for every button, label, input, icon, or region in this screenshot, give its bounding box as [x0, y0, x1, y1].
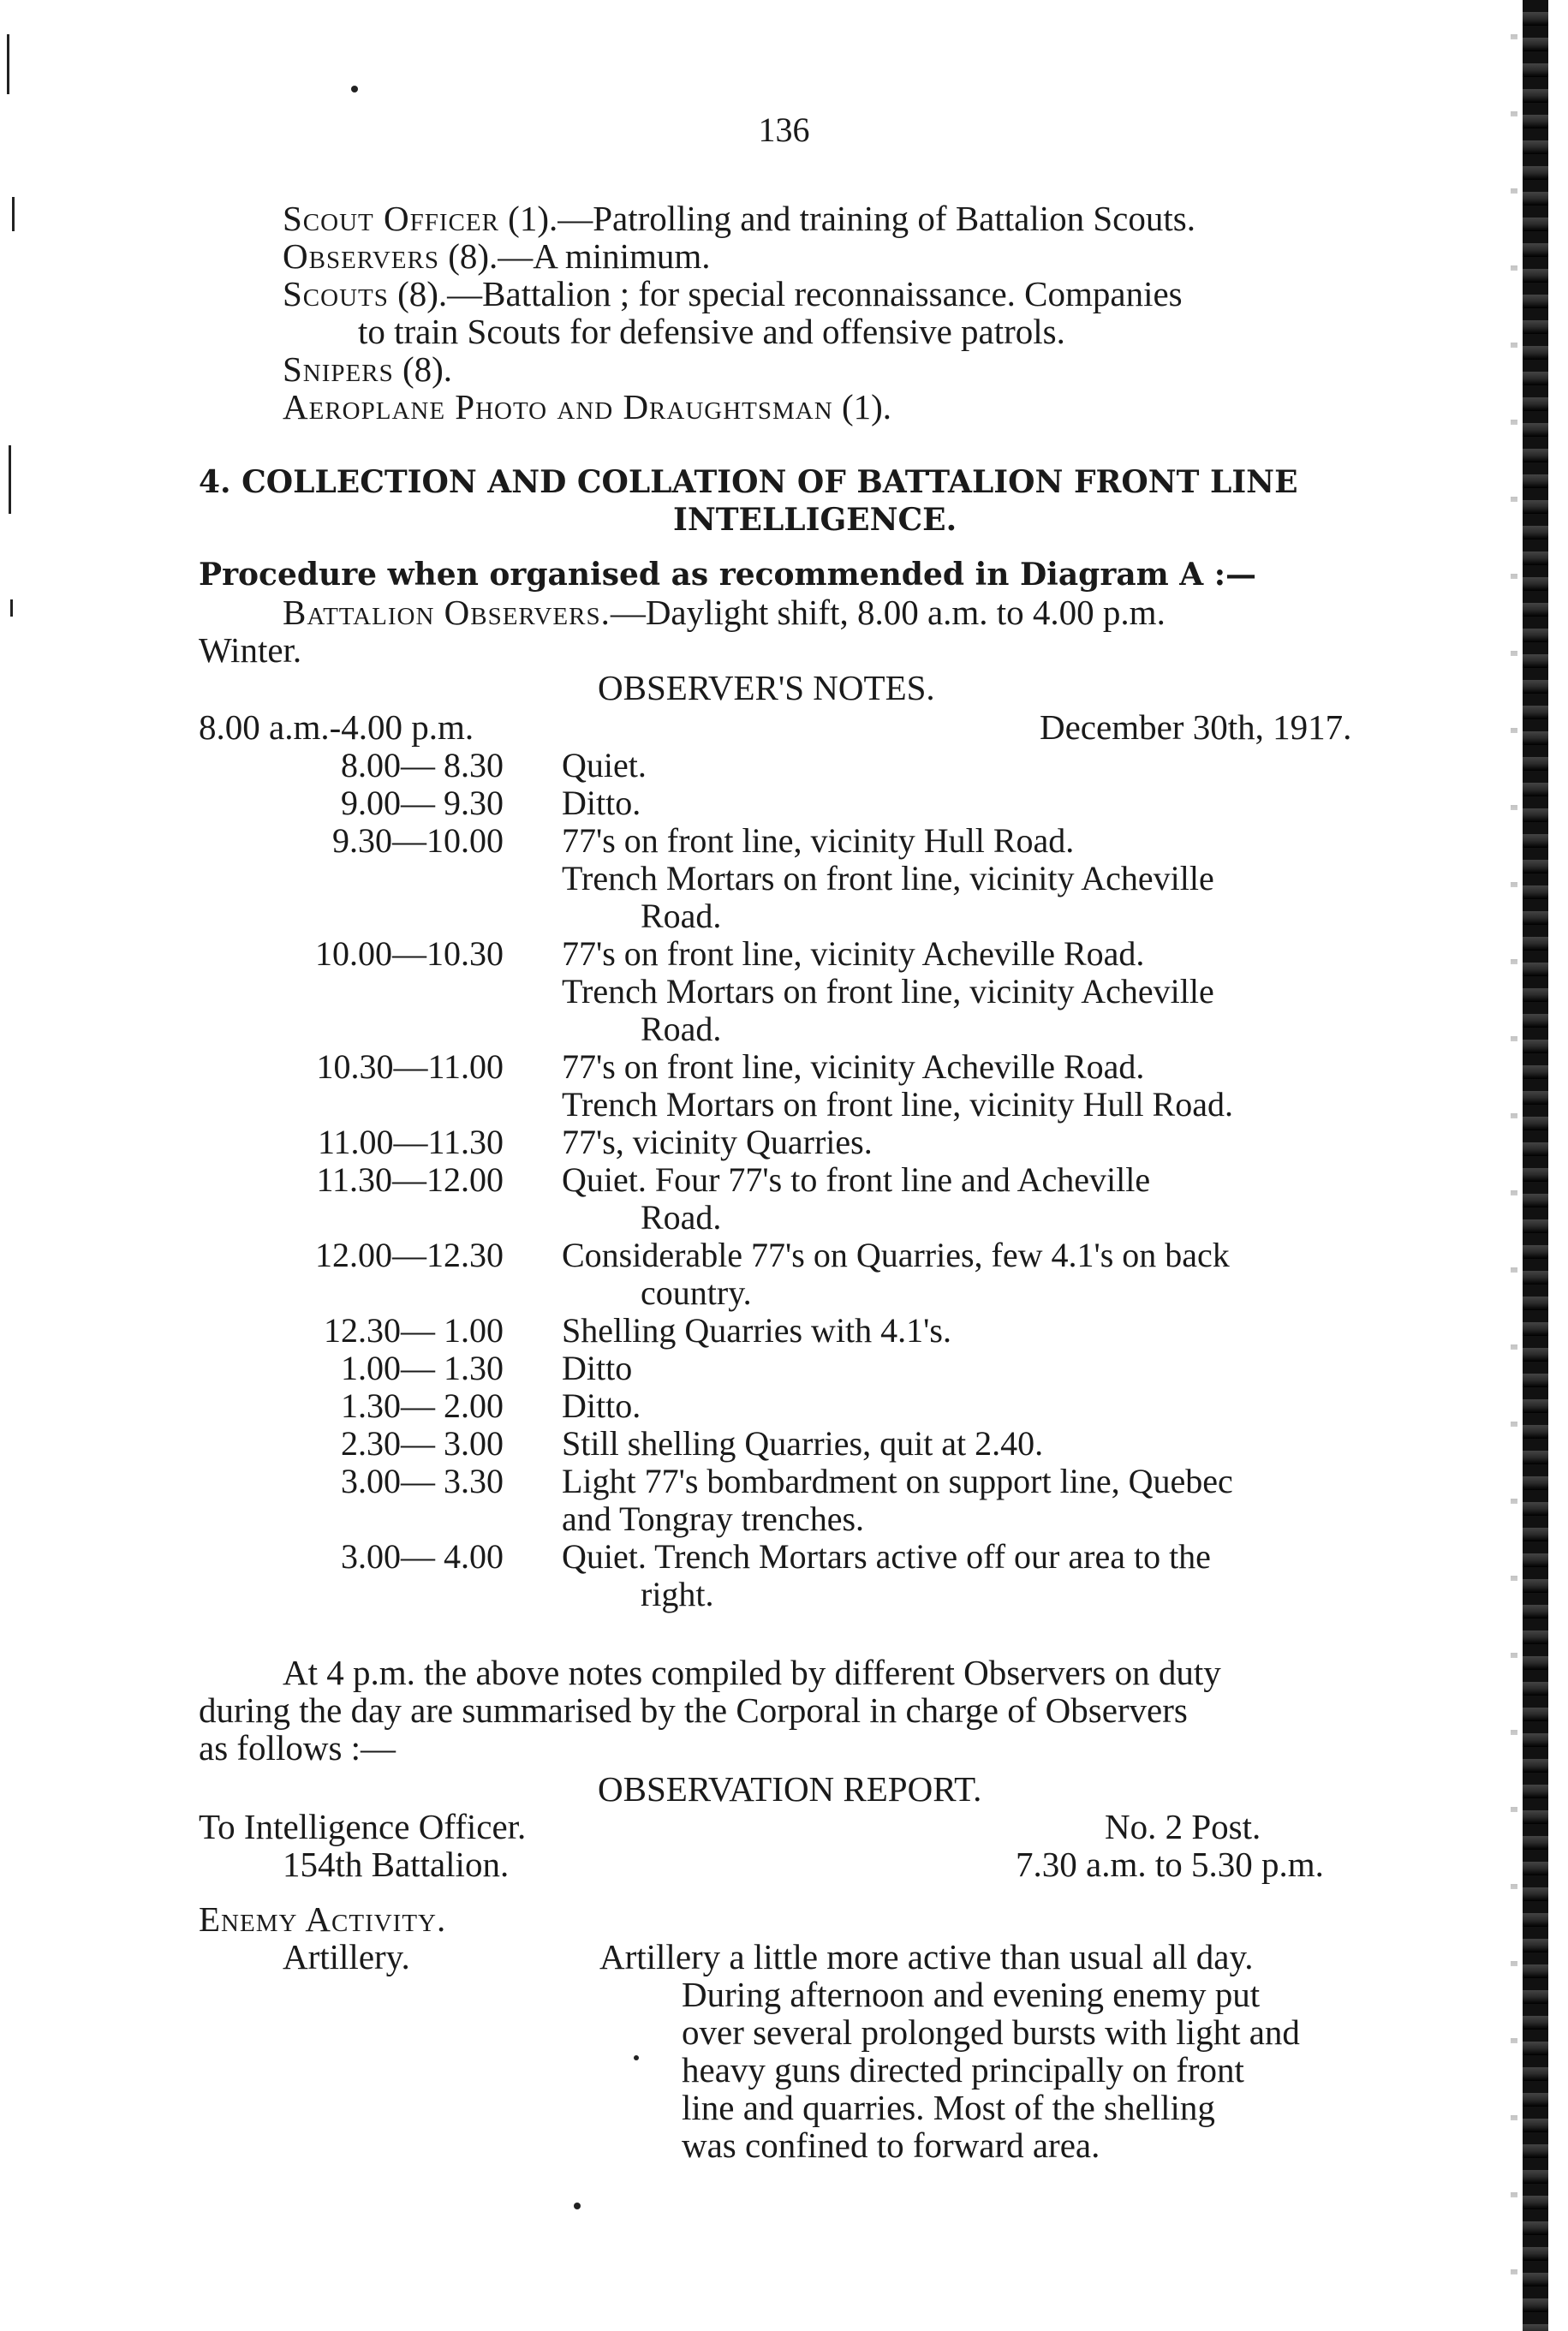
role-line: [283, 199, 1195, 238]
note-text: 77's on front line, vicinity Hull Road.: [562, 821, 1075, 860]
role-line: [283, 387, 891, 426]
note-time: 2.30— 3.00: [341, 1424, 504, 1463]
role-desc: to train Scouts for defensive and offensive patrols.: [358, 312, 1065, 351]
role-name: Aeroplane Photo and Draughtsman: [283, 387, 833, 426]
report-time: 7.30 a.m. to 5.30 p.m.: [1016, 1845, 1324, 1884]
artillery-text-line: was confined to forward area.: [682, 2125, 1100, 2165]
note-text: Road.: [641, 1198, 722, 1237]
scan-speck: [574, 2203, 581, 2209]
note-text: right.: [641, 1575, 714, 1613]
winter-label: Winter.: [199, 630, 302, 670]
role-desc: (8).: [393, 349, 453, 389]
scan-mark: [7, 34, 9, 94]
note-text: Light 77's bombardment on support line, Quebec: [562, 1462, 1233, 1500]
role-desc: (1).: [832, 387, 892, 426]
artillery-text-line: Artillery a little more active than usual all day.: [599, 1937, 1254, 1976]
section-heading-continued: INTELLIGENCE.: [673, 502, 957, 538]
scan-speck: [351, 86, 358, 92]
note-time: 10.00—10.30: [315, 934, 504, 973]
note-time: 8.00— 8.30: [341, 746, 504, 784]
summary-line: At 4 p.m. the above notes compiled by different Observers on duty: [283, 1653, 1221, 1692]
artillery-text-line: heavy guns directed principally on front: [682, 2050, 1244, 2090]
role-name: Snipers: [283, 349, 394, 389]
scan-mark: [9, 445, 11, 514]
role-line: [283, 349, 452, 389]
note-text: Quiet. Trench Mortars active off our area to the: [562, 1537, 1211, 1576]
note-text: Shelling Quarries with 4.1's.: [562, 1311, 951, 1350]
page-number: 136: [758, 110, 810, 149]
note-time: 11.30—12.00: [316, 1160, 504, 1199]
note-text: Ditto: [562, 1349, 633, 1387]
note-time: 9.30—10.00: [332, 821, 504, 860]
enemy-activity-heading: Enemy Activity.: [199, 1899, 447, 1939]
role-name: Scouts: [283, 274, 389, 313]
observers-label: Battalion Observers.: [283, 593, 611, 632]
role-desc: (8).—Battalion ; for special reconnaissance. Companies: [388, 274, 1183, 313]
note-time: 12.30— 1.00: [324, 1311, 504, 1350]
note-text: Quiet.: [562, 746, 647, 784]
role-desc: (8).—A minimum.: [438, 236, 711, 276]
note-time: 12.00—12.30: [315, 1236, 504, 1274]
notes-period: 8.00 a.m.-4.00 p.m.: [199, 707, 474, 747]
note-time: 1.00— 1.30: [341, 1349, 504, 1387]
artillery-label: Artillery.: [283, 1937, 410, 1976]
section-heading: 4. COLLECTION AND COLLATION OF BATTALION FRONT LINE: [199, 464, 1298, 500]
procedure-line: Procedure when organised as recommended in Diagram A :—: [199, 557, 1257, 593]
note-time: 9.00— 9.30: [341, 784, 504, 822]
report-title: OBSERVATION REPORT.: [598, 1769, 982, 1809]
page-edge-binding: [1523, 0, 1548, 2331]
notes-title: OBSERVER'S NOTES.: [598, 668, 935, 707]
note-text: Trench Mortars on front line, vicinity Hull Road.: [562, 1085, 1233, 1124]
summary-line: during the day are summarised by the Corporal in charge of Observers: [199, 1690, 1188, 1730]
role-line: [358, 312, 1065, 351]
note-time: 1.30— 2.00: [341, 1386, 504, 1425]
report-battalion: 154th Battalion.: [283, 1845, 510, 1884]
note-text: Road.: [641, 1010, 722, 1048]
note-time: 11.00—11.30: [317, 1123, 504, 1161]
artillery-text-line: line and quarries. Most of the shelling: [682, 2088, 1215, 2127]
note-text: Considerable 77's on Quarries, few 4.1's on back: [562, 1236, 1230, 1274]
scan-mark: [12, 197, 15, 231]
observers-shift: —Daylight shift, 8.00 a.m. to 4.00 p.m.: [610, 593, 1166, 632]
note-text: Ditto.: [562, 1386, 641, 1425]
note-text: country.: [641, 1273, 752, 1312]
role-line: [283, 274, 1183, 313]
role-line: [283, 236, 711, 276]
note-text: and Tongray trenches.: [562, 1499, 865, 1538]
report-to: To Intelligence Officer.: [199, 1807, 527, 1846]
note-text: Quiet. Four 77's to front line and Acheville: [562, 1160, 1151, 1199]
artillery-text-line: over several prolonged bursts with light and: [682, 2012, 1300, 2052]
role-desc: (1).—Patrolling and training of Battalion Scouts.: [498, 199, 1195, 238]
note-text: Ditto.: [562, 784, 641, 822]
summary-line: as follows :—: [199, 1728, 396, 1768]
scan-mark: [10, 599, 13, 617]
scan-speck: [634, 2055, 639, 2060]
page-edge-shadow: [1511, 0, 1517, 2331]
note-text: 77's on front line, vicinity Acheville Road.: [562, 934, 1145, 973]
artillery-text-line: During afternoon and evening enemy put: [682, 1975, 1261, 2014]
note-text: 77's on front line, vicinity Acheville Road.: [562, 1047, 1145, 1086]
report-post: No. 2 Post.: [1105, 1807, 1261, 1846]
note-time: 3.00— 3.30: [341, 1462, 504, 1500]
role-name: Observers: [283, 236, 439, 276]
note-text: Trench Mortars on front line, vicinity Acheville: [562, 972, 1214, 1010]
note-text: Still shelling Quarries, quit at 2.40.: [562, 1424, 1044, 1463]
note-time: 3.00— 4.00: [341, 1537, 504, 1576]
note-text: 77's, vicinity Quarries.: [562, 1123, 873, 1161]
note-text: Road.: [641, 897, 722, 935]
role-name: Scout Officer: [283, 199, 499, 238]
observers-line: [283, 593, 1166, 632]
note-text: Trench Mortars on front line, vicinity Acheville: [562, 859, 1214, 897]
notes-date: December 30th, 1917.: [1040, 707, 1352, 747]
note-time: 10.30—11.00: [316, 1047, 504, 1086]
